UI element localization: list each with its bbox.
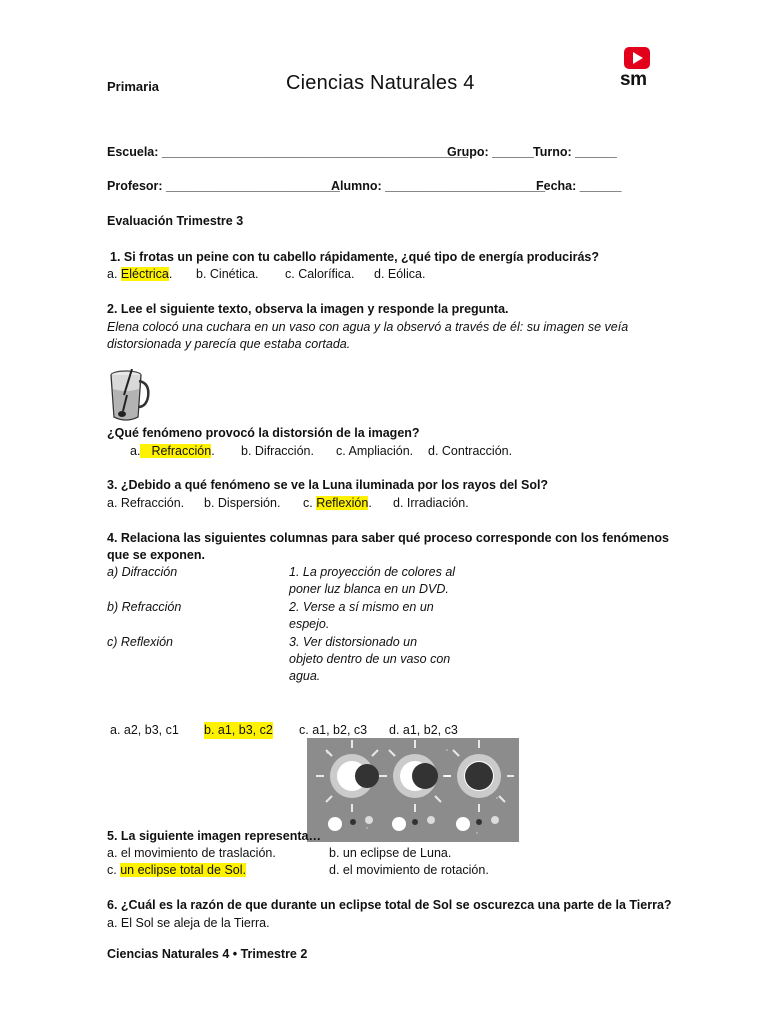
q4-right-3-line3: agua. [289, 669, 321, 683]
student-field[interactable]: Alumno: _______________________ [331, 179, 546, 193]
q4-option-a: a. a2, b3, c1 [110, 723, 179, 737]
q1-option-a: a. Eléctrica. [107, 267, 173, 281]
q4-right-1-line2: poner luz blanca en un DVD. [289, 582, 449, 596]
q4-right-2-line1: 2. Verse a sí mismo en un [289, 600, 434, 614]
q2-option-b: b. Difracción. [241, 444, 314, 458]
q4-option-d: d. a1, b2, c3 [389, 723, 458, 737]
q4-right-3-line2: objeto dentro de un vaso con [289, 652, 451, 666]
q3-option-a: a. Refracción. [107, 496, 185, 510]
date-field[interactable]: Fecha: ______ [536, 179, 622, 193]
shift-field[interactable]: Turno: ______ [533, 145, 617, 159]
q6-option-a: a. El Sol se aleja de la Tierra. [107, 916, 270, 930]
q3-option-b: b. Dispersión. [204, 496, 281, 510]
q4-left-a: a) Difracción [107, 565, 178, 579]
school-field[interactable]: Escuela: ____________________________________________ [107, 145, 468, 159]
eclipse-image [307, 738, 519, 842]
q4-right-2-line2: espejo. [289, 617, 330, 631]
sm-logo [620, 47, 660, 95]
q2-question: ¿Qué fenómeno provocó la distorsión de la imagen? [107, 426, 420, 440]
q2-option-c: c. Ampliación. [336, 444, 414, 458]
q1-option-b: b. Cinética. [196, 267, 259, 281]
evaluation-heading: Evaluación Trimestre 3 [107, 214, 244, 228]
q4-option-c: c. a1, b2, c3 [299, 723, 368, 737]
q4-prompt-line2: que se exponen. [107, 548, 205, 562]
q1-option-d: d. Eólica. [374, 267, 426, 281]
glass-spoon-image [106, 369, 152, 423]
group-field[interactable]: Grupo: ______ [447, 145, 534, 159]
q2-prompt: 2. Lee el siguiente texto, observa la imagen y responde la pregunta. [107, 302, 509, 316]
level-label: Primaria [107, 79, 160, 94]
q6-prompt: 6. ¿Cuál es la razón de que durante un eclipse total de Sol se oscurezca una parte de la Tierra? [107, 898, 672, 912]
q3-prompt: 3. ¿Debido a qué fenómeno se ve la Luna iluminada por los rayos del Sol? [107, 478, 549, 492]
teacher-field[interactable]: Profesor: _________________________ [107, 179, 340, 193]
q4-left-b: b) Refracción [107, 600, 182, 614]
q5-option-a: a. el movimiento de traslación. [107, 846, 276, 860]
q1-option-c: c. Calorífica. [285, 267, 355, 281]
q3-option-d: d. Irradiación. [393, 496, 469, 510]
q5-option-d: d. el movimiento de rotación. [329, 863, 489, 877]
q2-text-line2: distorsionada y parecía que estaba cortada. [107, 337, 351, 351]
page-title: Ciencias Naturales 4 [286, 72, 475, 94]
q2-text-line1: Elena colocó una cuchara en un vaso con agua y la observó a través de él: su imagen se veía [107, 320, 629, 334]
q4-prompt-line1: 4. Relaciona las siguientes columnas para saber qué proceso corresponde con los fenómenos [107, 531, 669, 545]
q5-prompt: 5. La siguiente imagen representa… [107, 829, 321, 843]
q1-prompt: 1. Si frotas un peine con tu cabello rápidamente, ¿qué tipo de energía producirás? [110, 250, 599, 264]
footer: Ciencias Naturales 4 • Trimestre 2 [107, 947, 308, 961]
q4-right-1-line1: 1. La proyección de colores al [289, 565, 456, 579]
q3-option-c: c. Reflexión. [303, 496, 372, 510]
q5-option-c: c. un eclipse total de Sol. [107, 863, 246, 877]
q2-option-d: d. Contracción. [428, 444, 513, 458]
q4-left-c: c) Reflexión [107, 635, 173, 649]
q4-option-b: b. a1, b3, c2 [204, 723, 273, 737]
q5-option-b: b. un eclipse de Luna. [329, 846, 452, 860]
logo-text: sm [620, 69, 647, 90]
q2-option-a: a. Refracción. [130, 444, 215, 458]
q4-right-3-line1: 3. Ver distorsionado un [289, 635, 418, 649]
